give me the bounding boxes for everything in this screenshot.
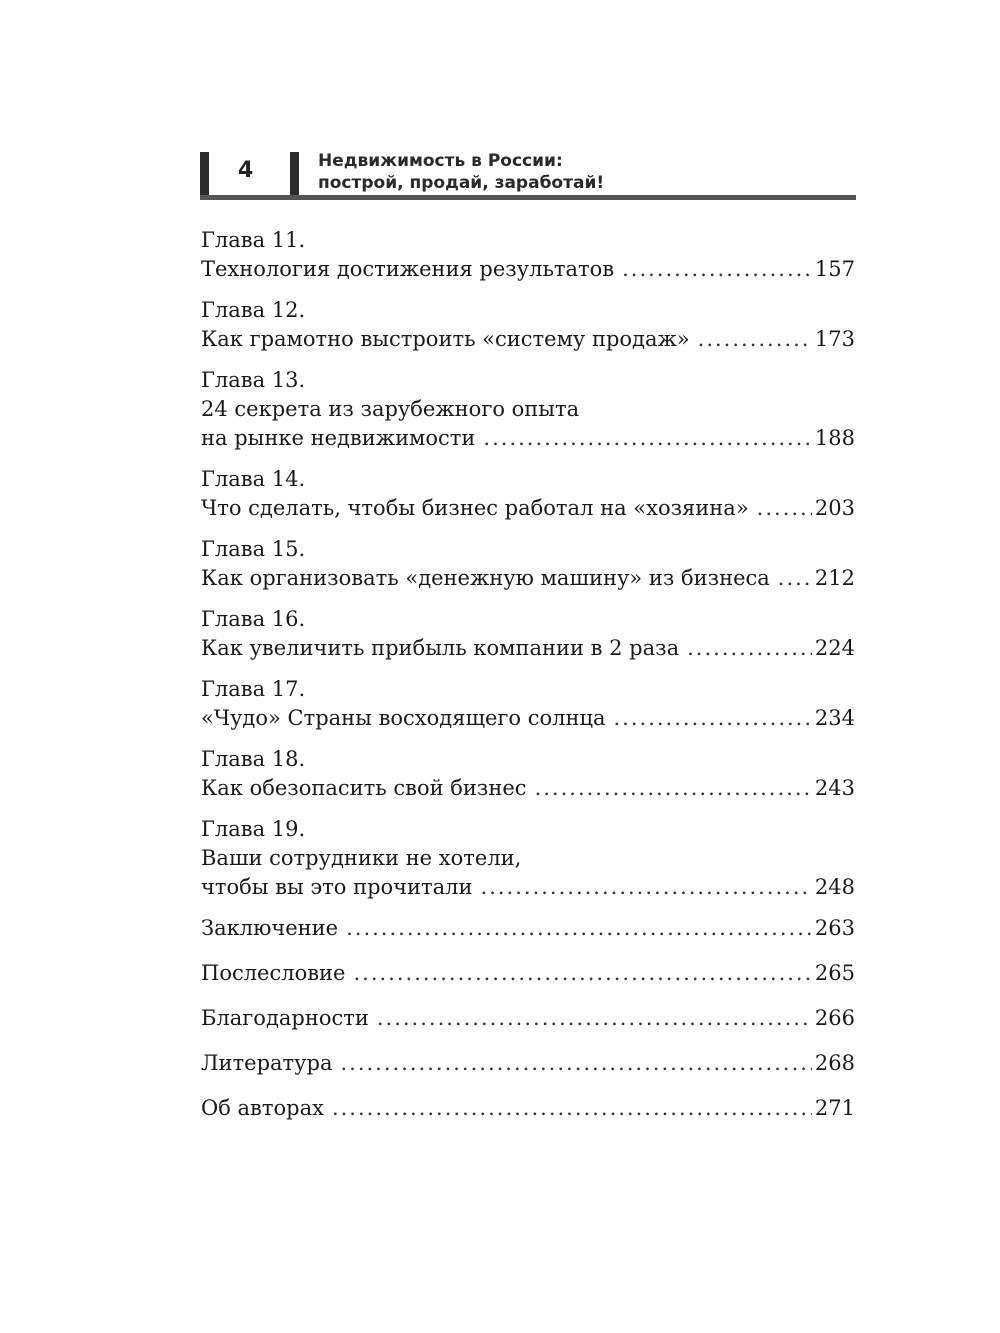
toc-link-row[interactable]: [201, 914, 855, 943]
toc-link-row[interactable]: [201, 494, 855, 523]
page-number: 4: [238, 158, 254, 183]
toc-chapter-entry: [201, 605, 855, 663]
toc-link-row[interactable]: [201, 325, 855, 354]
toc-section-entry: [201, 1049, 855, 1078]
toc-section-entry: [201, 914, 855, 943]
dot-leader: [483, 424, 811, 453]
toc-link-row[interactable]: [201, 1049, 855, 1078]
dot-leader: [614, 704, 812, 733]
toc-link-row[interactable]: [201, 959, 855, 988]
toc-link-row[interactable]: [201, 774, 855, 803]
toc-chapter-entry: [201, 745, 855, 803]
book-title-line-1: Недвижимость в России:: [318, 151, 563, 171]
dot-leader: [481, 873, 812, 902]
toc-link-row[interactable]: [201, 1094, 855, 1123]
toc-section-entry: [201, 1094, 855, 1123]
toc-section-entry: [201, 959, 855, 988]
dot-leader: [687, 634, 812, 663]
dot-leader: [377, 1004, 812, 1033]
toc-entry-title: чтобы вы это прочитали: [201, 875, 473, 899]
chapter-label: Глава 12.: [201, 298, 306, 322]
toc-page-number: 268: [814, 1051, 855, 1075]
toc-page-number: 188: [814, 426, 855, 450]
dot-leader: [622, 255, 812, 284]
chapter-label: Глава 11.: [201, 228, 306, 252]
toc-chapter-entry: [201, 675, 855, 733]
toc-link-row[interactable]: [201, 1004, 855, 1033]
toc-page-number: 203: [814, 496, 855, 520]
toc-page-number: 212: [814, 566, 855, 590]
toc-link-row[interactable]: [201, 564, 855, 593]
toc-link-row[interactable]: [201, 424, 855, 453]
toc-entry-title: Заключение: [201, 916, 339, 940]
toc-entry-title: «Чудо» Страны восходящего солнца: [201, 706, 606, 730]
toc-entry-title: Как обезопасить свой бизнес: [201, 776, 527, 800]
chapter-label: Глава 13.: [201, 368, 306, 392]
toc-chapter-entry: [201, 815, 855, 902]
header-left-bar: [200, 152, 209, 196]
dot-leader: [346, 914, 812, 943]
toc-link-row[interactable]: [201, 255, 855, 284]
toc-page-number: 157: [814, 257, 855, 281]
toc-chapter-entry: [201, 465, 855, 523]
toc-link-row[interactable]: [201, 704, 855, 733]
toc-page-number: 265: [814, 961, 855, 985]
chapter-title-line: Ваши сотрудники не хотели,: [201, 846, 522, 870]
toc-page-number: 271: [814, 1096, 855, 1120]
running-header: [200, 150, 856, 202]
toc-chapter-entry: [201, 535, 855, 593]
toc-entry-title: Что сделать, чтобы бизнес работал на «хозяина»: [201, 496, 749, 520]
toc-entry-title: Технология достижения результатов: [201, 257, 615, 281]
dot-leader: [778, 564, 812, 593]
table-of-contents: [201, 226, 855, 1139]
chapter-title-line: 24 секрета из зарубежного опыта: [201, 397, 580, 421]
toc-entry-title: Благодарности: [201, 1006, 369, 1030]
header-divider-bar: [290, 152, 299, 196]
book-title: [318, 150, 604, 194]
dot-leader: [353, 959, 811, 988]
toc-section-entry: [201, 1004, 855, 1033]
dot-leader: [757, 494, 812, 523]
toc-entry-title: Литература: [201, 1051, 333, 1075]
chapter-label: Глава 19.: [201, 817, 306, 841]
toc-page-number: 224: [814, 636, 855, 660]
toc-entry-title: Как увеличить прибыль компании в 2 раза: [201, 636, 680, 660]
toc-chapter-entry: [201, 226, 855, 284]
toc-page-number: 248: [814, 875, 855, 899]
chapter-label: Глава 16.: [201, 607, 306, 631]
toc-chapter-entry: [201, 296, 855, 354]
toc-entry-title: Как грамотно выстроить «систему продаж»: [201, 327, 690, 351]
toc-page-number: 266: [814, 1006, 855, 1030]
toc-entry-title: на рынке недвижимости: [201, 426, 476, 450]
chapter-label: Глава 14.: [201, 467, 306, 491]
toc-page-number: 243: [814, 776, 855, 800]
toc-page-number: 234: [814, 706, 855, 730]
toc-entry-title: Послесловие: [201, 961, 346, 985]
toc-link-row[interactable]: [201, 634, 855, 663]
chapter-label: Глава 17.: [201, 677, 306, 701]
toc-page-number: 173: [814, 327, 855, 351]
book-title-line-2: построй, продай, заработай!: [318, 173, 605, 193]
toc-link-row[interactable]: [201, 873, 855, 902]
chapter-label: Глава 15.: [201, 537, 306, 561]
dot-leader: [340, 1049, 811, 1078]
dot-leader: [535, 774, 812, 803]
toc-chapter-entry: [201, 366, 855, 453]
dot-leader: [332, 1094, 812, 1123]
toc-entry-title: Как организовать «денежную машину» из бизнеса: [201, 566, 770, 590]
header-rule: [200, 195, 856, 200]
toc-entry-title: Об авторах: [201, 1096, 324, 1120]
chapter-label: Глава 18.: [201, 747, 306, 771]
toc-page-number: 263: [814, 916, 855, 940]
dot-leader: [698, 325, 812, 354]
